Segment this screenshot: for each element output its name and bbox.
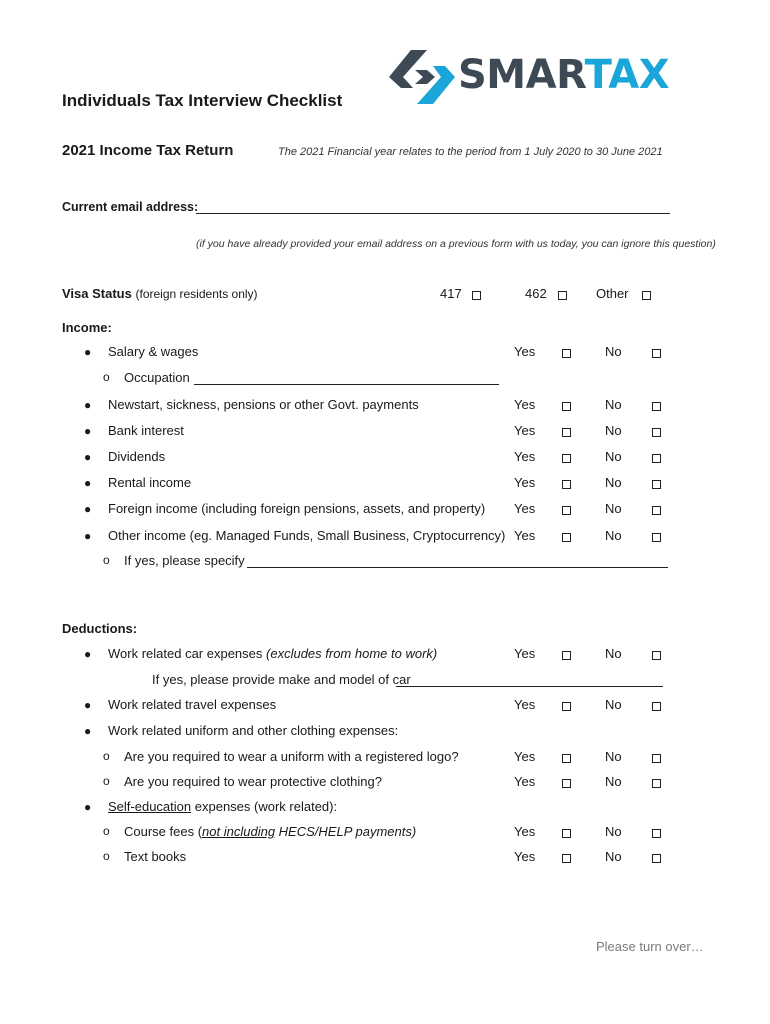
logo-word-tax: TAX	[584, 52, 670, 98]
specify-label: If yes, please specify	[124, 553, 245, 568]
textbooks-no-checkbox[interactable]	[652, 854, 661, 863]
visa-417-checkbox[interactable]	[472, 291, 481, 300]
bullet-icon: ●	[84, 476, 92, 490]
page-footer: Please turn over…	[596, 939, 704, 954]
salary-yes-checkbox[interactable]	[562, 349, 571, 358]
course-no-label: No	[605, 824, 622, 839]
protective-yes-label: Yes	[514, 774, 536, 789]
rental-yes-label: Yes	[514, 475, 536, 490]
foreign-yes-checkbox[interactable]	[562, 506, 571, 515]
item-dividends: Dividends	[108, 449, 166, 464]
item-foreign-income: Foreign income (including foreign pensions, assets, and property)	[108, 501, 486, 516]
car-model-label: If yes, please provide make and model of car	[152, 672, 411, 687]
govt-no-label: No	[605, 397, 622, 412]
bullet-icon: ●	[84, 800, 92, 814]
other-no-checkbox[interactable]	[652, 533, 661, 542]
bank-yes-label: Yes	[514, 423, 536, 438]
course-fees-not-including: not including	[202, 824, 276, 839]
bank-no-label: No	[605, 423, 622, 438]
protective-yes-checkbox[interactable]	[562, 779, 571, 788]
bullet-icon: ●	[84, 724, 92, 738]
email-note: (if you have already provided your email address on a previous form with us today, you can ignore this question)	[196, 238, 716, 250]
dividends-no-label: No	[605, 449, 622, 464]
visa-status-label: Visa Status	[62, 286, 132, 301]
item-text-books: Text books	[124, 849, 187, 864]
specify-field[interactable]	[247, 567, 668, 568]
circle-bullet-icon: o	[103, 774, 110, 788]
circle-bullet-icon: o	[103, 849, 110, 863]
bank-yes-checkbox[interactable]	[562, 428, 571, 437]
circle-bullet-icon: o	[103, 749, 110, 763]
item-bank-interest: Bank interest	[108, 423, 184, 438]
item-salary: Salary & wages	[108, 344, 199, 359]
textbooks-no-label: No	[605, 849, 622, 864]
bullet-icon: ●	[84, 502, 92, 516]
govt-yes-label: Yes	[514, 397, 536, 412]
other-yes-label: Yes	[514, 528, 536, 543]
car-expenses-label: Work related car expenses	[108, 646, 263, 661]
travel-no-checkbox[interactable]	[652, 702, 661, 711]
occupation-label: Occupation	[124, 370, 190, 385]
email-field[interactable]	[196, 213, 670, 214]
car-no-label: No	[605, 646, 622, 661]
circle-bullet-icon: o	[103, 553, 110, 567]
course-fees-label: Course fees (	[124, 824, 203, 839]
rental-no-label: No	[605, 475, 622, 490]
uniform-logo-yes-checkbox[interactable]	[562, 754, 571, 763]
bank-no-checkbox[interactable]	[652, 428, 661, 437]
travel-yes-label: Yes	[514, 697, 536, 712]
dividends-yes-label: Yes	[514, 449, 536, 464]
travel-yes-checkbox[interactable]	[562, 702, 571, 711]
deductions-heading: Deductions:	[62, 621, 138, 636]
logo-word-smar: SMAR	[458, 52, 585, 98]
visa-option-462-label: 462	[525, 286, 547, 301]
car-expenses-note: (excludes from home to work)	[266, 646, 438, 661]
bullet-icon: ●	[84, 647, 92, 661]
travel-no-label: No	[605, 697, 622, 712]
visa-option-417-label: 417	[440, 286, 462, 301]
textbooks-yes-checkbox[interactable]	[562, 854, 571, 863]
item-car-expenses	[108, 646, 437, 661]
bullet-icon: ●	[84, 450, 92, 464]
course-no-checkbox[interactable]	[652, 829, 661, 838]
course-fees-hecs: HECS/HELP payments)	[278, 824, 417, 839]
foreign-yes-label: Yes	[514, 501, 536, 516]
textbooks-yes-label: Yes	[514, 849, 536, 864]
visa-status-row	[62, 286, 258, 301]
uniform-logo-no-label: No	[605, 749, 622, 764]
salary-no-label: No	[605, 344, 622, 359]
govt-yes-checkbox[interactable]	[562, 402, 571, 411]
visa-462-checkbox[interactable]	[558, 291, 567, 300]
item-uniform-expenses: Work related uniform and other clothing expenses:	[108, 723, 399, 738]
circle-bullet-icon: o	[103, 824, 110, 838]
rental-no-checkbox[interactable]	[652, 480, 661, 489]
bullet-icon: ●	[84, 345, 92, 359]
item-other-income: Other income (eg. Managed Funds, Small Business, Cryptocurrency)	[108, 528, 506, 543]
financial-year-note: The 2021 Financial year relates to the period from 1 July 2020 to 30 June 2021	[278, 146, 663, 158]
bullet-icon: ●	[84, 398, 92, 412]
govt-no-checkbox[interactable]	[652, 402, 661, 411]
protective-no-checkbox[interactable]	[652, 779, 661, 788]
page-subtitle: 2021 Income Tax Return	[62, 142, 234, 159]
salary-no-checkbox[interactable]	[652, 349, 661, 358]
salary-yes-label: Yes	[514, 344, 536, 359]
item-protective-clothing: Are you required to wear protective clothing?	[124, 774, 382, 789]
self-education-label: Self-education	[108, 799, 192, 814]
page-title: Individuals Tax Interview Checklist	[62, 91, 343, 110]
bullet-icon: ●	[84, 529, 92, 543]
other-yes-checkbox[interactable]	[562, 533, 571, 542]
item-uniform-logo: Are you required to wear a uniform with a registered logo?	[124, 749, 459, 764]
bullet-icon: ●	[84, 698, 92, 712]
uniform-logo-no-checkbox[interactable]	[652, 754, 661, 763]
email-label: Current email address:	[62, 200, 199, 214]
car-yes-checkbox[interactable]	[562, 651, 571, 660]
item-course-fees	[124, 824, 416, 839]
car-yes-label: Yes	[514, 646, 536, 661]
other-no-label: No	[605, 528, 622, 543]
self-education-note: expenses (work related):	[194, 799, 338, 814]
foreign-no-checkbox[interactable]	[652, 506, 661, 515]
occupation-field[interactable]	[194, 384, 499, 385]
visa-status-note: (foreign residents only)	[135, 287, 258, 301]
visa-option-462[interactable]	[525, 286, 547, 301]
item-rental-income: Rental income	[108, 475, 192, 490]
item-self-education	[108, 799, 337, 814]
dividends-no-checkbox[interactable]	[652, 454, 661, 463]
course-yes-label: Yes	[514, 824, 536, 839]
dividends-yes-checkbox[interactable]	[562, 454, 571, 463]
foreign-no-label: No	[605, 501, 622, 516]
bullet-icon: ●	[84, 424, 92, 438]
course-yes-checkbox[interactable]	[562, 829, 571, 838]
item-travel-expenses: Work related travel expenses	[108, 697, 277, 712]
logo-mark-icon	[389, 48, 455, 106]
visa-option-other-label: Other	[596, 286, 629, 301]
visa-option-other[interactable]	[596, 286, 629, 301]
item-govt-payments: Newstart, sickness, pensions or other Govt. payments	[108, 397, 419, 412]
uniform-logo-yes-label: Yes	[514, 749, 536, 764]
rental-yes-checkbox[interactable]	[562, 480, 571, 489]
visa-option-417[interactable]	[440, 286, 462, 301]
car-no-checkbox[interactable]	[652, 651, 661, 660]
income-heading: Income:	[62, 320, 112, 335]
protective-no-label: No	[605, 774, 622, 789]
car-model-field[interactable]	[396, 686, 663, 687]
visa-other-checkbox[interactable]	[642, 291, 651, 300]
circle-bullet-icon: o	[103, 370, 110, 384]
